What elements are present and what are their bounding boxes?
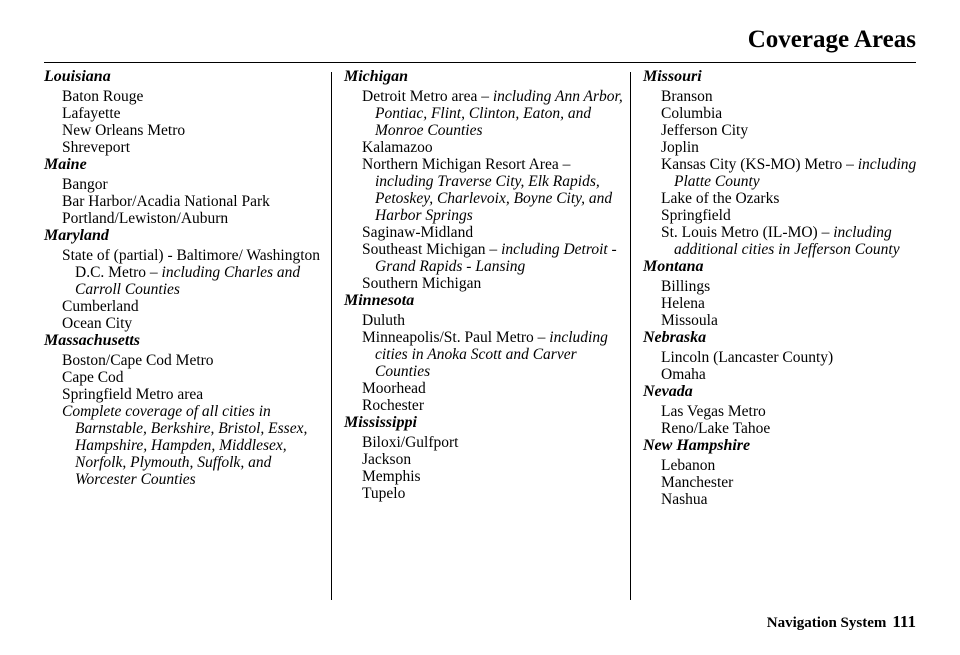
area-name: Minneapolis/St. Paul Metro – (362, 329, 550, 346)
area-name: Jackson (362, 451, 412, 468)
area-item (643, 491, 923, 508)
state-heading: Nebraska (643, 329, 707, 346)
state-heading: Montana (643, 258, 704, 275)
area-name: Omaha (661, 366, 706, 383)
page-number: 111 (892, 612, 916, 631)
area-item (643, 457, 923, 474)
coverage-column-3 (643, 68, 923, 508)
area-name: Manchester (661, 474, 734, 491)
area-name: Ocean City (62, 315, 133, 332)
area-name: Saginaw-Midland (362, 224, 474, 241)
area-name: Missoula (661, 312, 718, 329)
area-item (643, 420, 923, 437)
area-name: Bar Harbor/Acadia National Park (62, 193, 270, 210)
area-note: including Ann Arbor, Pontiac, Flint, Clinton, Eaton, and Monroe Counties (375, 88, 623, 139)
area-name: Complete coverage of all cities in Barnstable, Berkshire, Bristol, Essex, Hampshire, Hampden, Middlesex, Norfolk, Plymouth, Suffolk, and Worcester Counties (62, 403, 308, 488)
area-item (344, 329, 624, 380)
area-name: St. Louis Metro (IL-MO) – (661, 224, 834, 241)
area-list (344, 312, 624, 414)
area-item (44, 403, 324, 488)
area-name: Nashua (661, 491, 708, 508)
state-section (44, 332, 324, 488)
area-item (643, 139, 923, 156)
area-item (44, 386, 324, 403)
area-item (643, 349, 923, 366)
area-item (344, 241, 624, 275)
area-item (344, 156, 624, 224)
area-item (344, 275, 624, 292)
area-list (44, 352, 324, 488)
state-heading: Maine (44, 156, 87, 173)
area-item (44, 352, 324, 369)
area-item (643, 474, 923, 491)
area-name: Detroit Metro area – (362, 88, 493, 105)
page-title: Coverage Areas (747, 26, 916, 53)
area-note: including Charles and Carroll Counties (75, 264, 301, 298)
state-section (643, 329, 923, 383)
state-section (643, 383, 923, 437)
area-list (44, 247, 324, 332)
state-section (44, 68, 324, 156)
area-name: Joplin (661, 139, 699, 156)
state-section (643, 437, 923, 508)
area-note: including additional cities in Jefferson County (674, 224, 900, 258)
area-item (44, 369, 324, 386)
area-item (643, 278, 923, 295)
area-name: Memphis (362, 468, 421, 485)
area-item (44, 210, 324, 227)
area-item (643, 366, 923, 383)
area-name: Kansas City (KS-MO) Metro – (661, 156, 858, 173)
area-name: Cape Cod (62, 369, 124, 386)
area-list (643, 403, 923, 437)
area-name: Lafayette (62, 105, 121, 122)
area-list (643, 457, 923, 508)
area-item (44, 193, 324, 210)
area-name: Cumberland (62, 298, 139, 315)
area-item (643, 224, 923, 258)
area-item (44, 315, 324, 332)
area-item (643, 190, 923, 207)
area-list (44, 176, 324, 227)
area-item (643, 312, 923, 329)
area-name: Southeast Michigan – (362, 241, 502, 258)
area-name: Billings (661, 278, 711, 295)
state-section (643, 258, 923, 329)
state-section (344, 68, 624, 292)
title-rule (44, 62, 916, 63)
area-name: Bangor (62, 176, 108, 193)
area-name: Rochester (362, 397, 424, 414)
area-name: Boston/Cape Cod Metro (62, 352, 214, 369)
area-name: Portland/Lewiston/Auburn (62, 210, 229, 227)
state-heading: New Hampshire (643, 437, 751, 454)
area-name: Lincoln (Lancaster County) (661, 349, 834, 366)
area-note: including cities in Anoka Scott and Carver Counties (375, 329, 608, 380)
area-list (344, 434, 624, 502)
area-name: Columbia (661, 105, 723, 122)
area-name: Kalamazoo (362, 139, 433, 156)
area-item (44, 122, 324, 139)
area-item (344, 451, 624, 468)
state-section (344, 292, 624, 414)
area-name: Branson (661, 88, 713, 105)
area-item (344, 434, 624, 451)
state-heading: Mississippi (344, 414, 417, 431)
area-name: Jefferson City (661, 122, 749, 139)
area-item (44, 247, 324, 298)
area-item (643, 122, 923, 139)
area-item (44, 139, 324, 156)
column-divider (331, 72, 332, 600)
state-heading: Maryland (44, 227, 109, 244)
column-divider (630, 72, 631, 600)
area-list (643, 88, 923, 258)
area-list (643, 349, 923, 383)
state-section (44, 156, 324, 227)
area-list (44, 88, 324, 156)
area-item (643, 207, 923, 224)
area-item (44, 88, 324, 105)
area-item (344, 88, 624, 139)
area-item (344, 139, 624, 156)
area-name: Northern Michigan Resort Area – (362, 156, 571, 173)
area-name: Tupelo (362, 485, 406, 502)
state-section (344, 414, 624, 502)
state-heading: Nevada (643, 383, 693, 400)
state-heading: Michigan (344, 68, 409, 85)
state-section (44, 227, 324, 332)
area-name: Reno/Lake Tahoe (661, 420, 771, 437)
coverage-column-1 (44, 68, 324, 488)
area-list (344, 88, 624, 292)
footer-label: Navigation System (766, 615, 887, 631)
area-item (44, 298, 324, 315)
area-item (643, 295, 923, 312)
area-item (44, 176, 324, 193)
area-item (643, 88, 923, 105)
state-heading: Massachusetts (44, 332, 141, 349)
page-footer (767, 612, 916, 632)
area-name: New Orleans Metro (62, 122, 186, 139)
area-name: Baton Rouge (62, 88, 144, 105)
area-note: including Detroit - Grand Rapids - Lansing (375, 241, 617, 275)
state-heading: Minnesota (344, 292, 415, 309)
area-name: Duluth (362, 312, 406, 329)
area-item (44, 105, 324, 122)
coverage-column-2 (344, 68, 624, 502)
area-item (344, 312, 624, 329)
area-name: Southern Michigan (362, 275, 482, 292)
area-item (344, 380, 624, 397)
state-section (643, 68, 923, 258)
area-item (344, 397, 624, 414)
area-name: Biloxi/Gulfport (362, 434, 459, 451)
area-item (643, 403, 923, 420)
area-name: State of (partial) - Baltimore/ Washington D.C. Metro – (62, 247, 321, 281)
area-item (344, 485, 624, 502)
area-item (643, 156, 923, 190)
area-name: Springfield (661, 207, 731, 224)
area-name: Shreveport (62, 139, 131, 156)
area-name: Helena (661, 295, 705, 312)
area-item (643, 105, 923, 122)
area-item (344, 224, 624, 241)
state-heading: Missouri (643, 68, 702, 85)
area-item (344, 468, 624, 485)
area-name: Las Vegas Metro (661, 403, 766, 420)
area-name: Moorhead (362, 380, 426, 397)
area-list (643, 278, 923, 329)
area-name: Lebanon (661, 457, 716, 474)
state-heading: Louisiana (44, 68, 111, 85)
area-note: including Traverse City, Elk Rapids, Petoskey, Charlevoix, Boyne City, and Harbor Springs (375, 173, 613, 224)
area-note: including Platte County (674, 156, 917, 190)
area-name: Lake of the Ozarks (661, 190, 780, 207)
area-name: Springfield Metro area (62, 386, 204, 403)
